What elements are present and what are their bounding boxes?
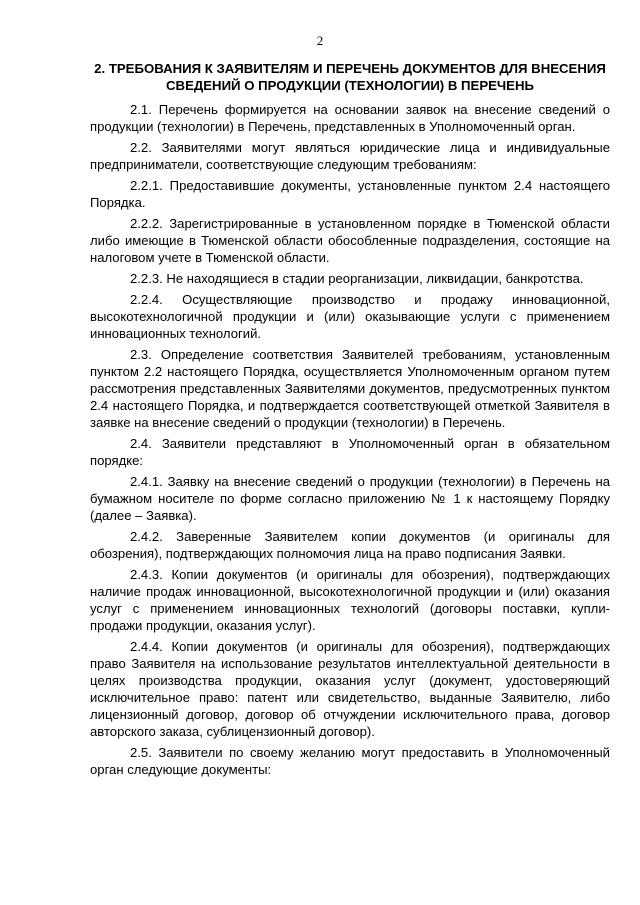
paragraph-2-3: 2.3. Определение соответствия Заявителей требованиям, установленным пунктом 2.2 настоящего Порядка, осуществляется Уполномоченным органом путем рассмотрения представленных Заявителями документов, предусмотренных пунктом 2.4 настоящего Порядка, и подтверждается соответствующей отметкой Заявителя в заявке на внесение сведений о продукции (технологии) в Перечень. xyxy=(90,347,610,430)
paragraph-2-5: 2.5. Заявители по своему желанию могут предоставить в Уполномоченный орган следующие документы: xyxy=(90,745,610,777)
paragraph-2-1: 2.1. Перечень формируется на основании заявок на внесение сведений о продукции (технологии) в Перечень, представленных в Уполномоченный орган. xyxy=(90,102,610,134)
paragraph-2-2-1: 2.2.1. Предоставившие документы, установленные пунктом 2.4 настоящего Порядка. xyxy=(90,178,610,210)
paragraph-2-4-4: 2.4.4. Копии документов (и оригиналы для обозрения), подтверждающих право Заявителя на использование результатов интеллектуальной деятельности в целях производства продукции, оказания услуг (документ, удостоверяющий исключительное право: патент или свидетельство, выданные Заявителю, либо лицензионный договор, договор об отчуждении исключительного права, договор авторского заказа, сублицензионный договор). xyxy=(90,639,610,739)
section-heading: 2. ТРЕБОВАНИЯ К ЗАЯВИТЕЛЯМ И ПЕРЕЧЕНЬ ДОКУМЕНТОВ ДЛЯ ВНЕСЕНИЯ СВЕДЕНИЙ О ПРОДУКЦИИ (ТЕХНОЛОГИИ) В ПЕРЕЧЕНЬ xyxy=(94,61,606,93)
paragraph-2-4-3: 2.4.3. Копии документов (и оригиналы для обозрения), подтверждающих наличие продаж инновационной, высокотехнологичной продукции и (или) оказания услуг с применением инновационных технологий (договоры поставки, купли-продажи продукции, оказания услуг). xyxy=(90,567,610,633)
paragraph-2-2-2: 2.2.2. Зарегистрированные в установленном порядке в Тюменской области либо имеющие в Тюменской области обособленные подразделения, состоящие на налоговом учете в Тюменской области. xyxy=(90,216,610,265)
paragraph-2-2: 2.2. Заявителями могут являться юридические лица и индивидуальные предприниматели, соответствующие следующим требованиям: xyxy=(90,140,610,172)
page-number: 2 xyxy=(316,33,324,48)
paragraph-2-4-2: 2.4.2. Заверенные Заявителем копии документов (и оригиналы для обозрения), подтверждающих полномочия лица на право подписания Заявки. xyxy=(90,529,610,561)
paragraph-2-2-3: 2.2.3. Не находящиеся в стадии реорганизации, ликвидации, банкротства. xyxy=(130,271,584,286)
paragraph-2-4: 2.4. Заявители представляют в Уполномоченный орган в обязательном порядке: xyxy=(90,436,610,468)
paragraph-2-2-4: 2.2.4. Осуществляющие производство и продажу инновационной, высокотехнологичной продукции и (или) оказывающие услуги с применением инновационных технологий. xyxy=(90,292,610,341)
paragraph-2-4-1: 2.4.1. Заявку на внесение сведений о продукции (технологии) в Перечень на бумажном носителе по форме согласно приложению № 1 к настоящему Порядку (далее – Заявка). xyxy=(90,474,610,523)
document-body xyxy=(90,101,610,782)
